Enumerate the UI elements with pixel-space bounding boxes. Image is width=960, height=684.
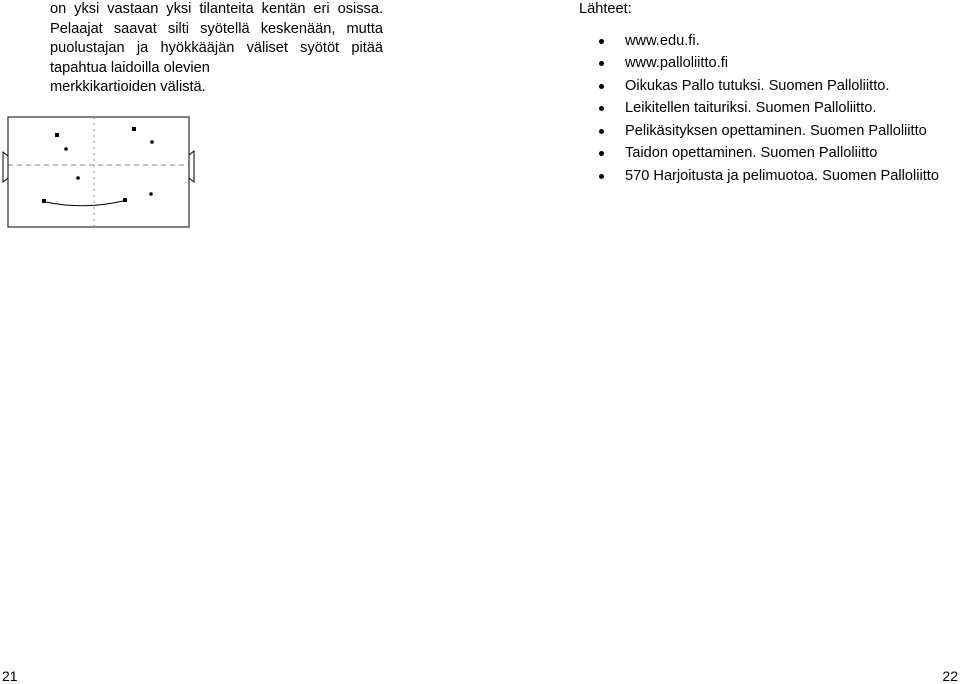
- field-diagram: [2, 115, 198, 231]
- left-goal-icon: [3, 152, 8, 182]
- right-goal-icon: [189, 151, 194, 182]
- source-item: Leikitellen taituriksi. Suomen Palloliitto.: [579, 99, 957, 119]
- player-dot-icon: [149, 192, 153, 196]
- left-page-text: [50, 0, 383, 98]
- player-dot-icon: [150, 140, 154, 144]
- source-item: Oikukas Pallo tutuksi. Suomen Palloliitto.: [579, 77, 957, 97]
- page-number-right: 22: [942, 668, 958, 684]
- field-border: [8, 117, 189, 227]
- player-dot-icon: [76, 176, 80, 180]
- source-item: www.palloliitto.fi: [579, 54, 957, 74]
- cone-marker-icon: [123, 198, 127, 202]
- right-page-sources: [579, 0, 957, 189]
- source-item: Pelikäsityksen opettaminen. Suomen Palloliitto: [579, 122, 957, 142]
- player-dot-icon: [64, 147, 68, 151]
- source-item: www.edu.fi.: [579, 32, 957, 52]
- source-item: Taidon opettaminen. Suomen Palloliitto: [579, 144, 957, 164]
- drill-description-last-line: merkkikartioiden välistä.: [50, 79, 206, 95]
- source-item: 570 Harjoitusta ja pelimuotoa. Suomen Palloliitto: [579, 167, 957, 187]
- sources-list: [579, 32, 957, 187]
- page-number-left: 21: [2, 668, 18, 684]
- pass-arc: [46, 201, 123, 206]
- drill-description: [50, 0, 383, 98]
- cone-marker-icon: [55, 133, 59, 137]
- cone-marker-icon: [42, 199, 46, 203]
- sources-heading: Lähteet:: [579, 1, 632, 17]
- drill-description-body: on yksi vastaan yksi tilanteita kentän eri osissa. Pelaajat saavat silti syötellä keskenään, mutta puolustajan ja hyökkääjän väliset syötöt pitää tapahtua laidoilla olevien: [50, 1, 383, 76]
- cone-marker-icon: [132, 127, 136, 131]
